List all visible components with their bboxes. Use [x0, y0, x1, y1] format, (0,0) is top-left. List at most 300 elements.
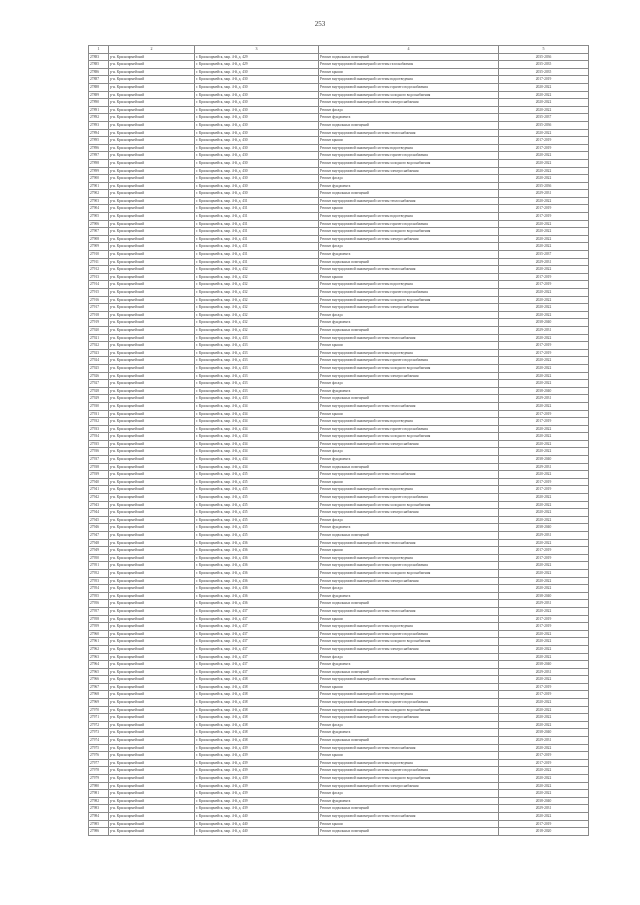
table-row: [89, 235, 589, 243]
cell-address: г. Красноармейск, мкр. 4-й, д. 439: [195, 767, 319, 775]
cell-work-type: Ремонт внутридомовой инженерной системы горячего водоснабжения: [319, 220, 499, 228]
cell-work-type: Ремонт фундамента: [319, 729, 499, 737]
cell-address: г. Красноармейск, мкр. 4-й, д. 435: [195, 494, 319, 502]
cell-work-type: Ремонт подвальных помещений: [319, 190, 499, 198]
cell-number: 27935: [89, 440, 109, 448]
cell-period: 2020-2022: [499, 364, 589, 372]
cell-period: 2020-2022: [499, 775, 589, 783]
table-row: [89, 775, 589, 783]
cell-period: 2020-2022: [499, 448, 589, 456]
cell-address: г. Красноармейск, мкр. 4-й, д. 437: [195, 661, 319, 669]
cell-number: 27921: [89, 334, 109, 342]
cell-number: 27896: [89, 144, 109, 152]
cell-work-type: Ремонт внутридомовой инженерной системы холодного водоснабжения: [319, 775, 499, 783]
cell-district: р-н. Красноармейский: [109, 478, 195, 486]
cell-number: 27926: [89, 372, 109, 380]
cell-address: г. Красноармейск, мкр. 4-й, д. 435: [195, 478, 319, 486]
cell-work-type: Ремонт внутридомовой инженерной системы теплоснабжения: [319, 607, 499, 615]
cell-district: р-н. Красноармейский: [109, 820, 195, 828]
cell-district: р-н. Красноармейский: [109, 410, 195, 418]
cell-district: р-н. Красноармейский: [109, 585, 195, 593]
cell-number: 27982: [89, 797, 109, 805]
cell-work-type: Ремонт внутридомовой инженерной системы водоотведения: [319, 213, 499, 221]
table-row: [89, 387, 589, 395]
cell-district: р-н. Красноармейский: [109, 273, 195, 281]
cell-district: р-н. Красноармейский: [109, 228, 195, 236]
table-row: [89, 501, 589, 509]
table-row: [89, 623, 589, 631]
cell-work-type: Ремонт внутридомовой инженерной системы холодного водоснабжения: [319, 364, 499, 372]
cell-period: 2029-2031: [499, 668, 589, 676]
cell-number: 27938: [89, 463, 109, 471]
cell-address: г. Красноармейск, мкр. 4-й, д. 430: [195, 106, 319, 114]
cell-work-type: Ремонт подвальных помещений: [319, 258, 499, 266]
table-row: [89, 554, 589, 562]
cell-period: 2020-2022: [499, 812, 589, 820]
cell-number: 27889: [89, 91, 109, 99]
cell-work-type: Ремонт крыши: [319, 273, 499, 281]
cell-address: г. Красноармейск, мкр. 4-й, д. 431: [195, 197, 319, 205]
table-row: [89, 144, 589, 152]
cell-district: р-н. Красноармейский: [109, 159, 195, 167]
cell-address: г. Красноармейск, мкр. 4-й, д. 435: [195, 524, 319, 532]
table-row: [89, 676, 589, 684]
cell-district: р-н. Красноармейский: [109, 61, 195, 69]
cell-period: 2029-2031: [499, 805, 589, 813]
cell-work-type: Ремонт внутридомовой инженерной системы электроснабжения: [319, 99, 499, 107]
table-row: [89, 653, 589, 661]
cell-period: 2020-2022: [499, 653, 589, 661]
cell-district: р-н. Красноармейский: [109, 737, 195, 745]
cell-address: г. Красноармейск, мкр. 4-й, д. 432: [195, 319, 319, 327]
cell-district: р-н. Красноармейский: [109, 197, 195, 205]
cell-work-type: Ремонт крыши: [319, 820, 499, 828]
cell-work-type: Ремонт подвальных помещений: [319, 53, 499, 61]
table-row: [89, 258, 589, 266]
cell-district: р-н. Красноармейский: [109, 144, 195, 152]
cell-district: р-н. Красноармейский: [109, 752, 195, 760]
cell-work-type: Ремонт внутридомовой инженерной системы водоотведения: [319, 418, 499, 426]
cell-district: р-н. Красноармейский: [109, 691, 195, 699]
cell-work-type: Ремонт внутридомовой инженерной системы электроснабжения: [319, 304, 499, 312]
cell-address: г. Красноармейск, мкр. 4-й, д. 439: [195, 775, 319, 783]
cell-number: 27904: [89, 205, 109, 213]
cell-address: г. Красноармейск, мкр. 4-й, д. 435: [195, 471, 319, 479]
cell-period: 2020-2022: [499, 767, 589, 775]
cell-number: 27899: [89, 167, 109, 175]
cell-district: р-н. Красноармейский: [109, 289, 195, 297]
cell-period: 2038-2040: [499, 592, 589, 600]
table-row: [89, 106, 589, 114]
cell-period: 2038-2040: [499, 524, 589, 532]
cell-address: г. Красноармейск, мкр. 4-й, д. 439: [195, 752, 319, 760]
cell-work-type: Ремонт фасада: [319, 585, 499, 593]
cell-number: 27906: [89, 220, 109, 228]
cell-work-type: Ремонт крыши: [319, 410, 499, 418]
cell-district: р-н. Красноармейский: [109, 334, 195, 342]
table-row: [89, 114, 589, 122]
cell-work-type: Ремонт внутридомовой инженерной системы водоотведения: [319, 691, 499, 699]
cell-work-type: Ремонт внутридомовой инженерной системы холодного водоснабжения: [319, 91, 499, 99]
cell-period: 2020-2022: [499, 569, 589, 577]
cell-number: 27930: [89, 402, 109, 410]
cell-period: 2020-2022: [499, 440, 589, 448]
cell-number: 27928: [89, 387, 109, 395]
cell-number: 27900: [89, 175, 109, 183]
cell-number: 27978: [89, 767, 109, 775]
cell-district: р-н. Красноармейский: [109, 425, 195, 433]
cell-period: 2035-2037: [499, 251, 589, 259]
table-row: [89, 76, 589, 84]
cell-district: р-н. Красноармейский: [109, 319, 195, 327]
cell-district: р-н. Красноармейский: [109, 175, 195, 183]
cell-district: р-н. Красноармейский: [109, 243, 195, 251]
cell-number: 27915: [89, 289, 109, 297]
table-row: [89, 547, 589, 555]
cell-period: 2020-2022: [499, 289, 589, 297]
cell-work-type: Ремонт внутридомовой инженерной системы теплоснабжения: [319, 129, 499, 137]
cell-number: 27932: [89, 418, 109, 426]
table-row: [89, 828, 589, 836]
cell-district: р-н. Красноармейский: [109, 304, 195, 312]
cell-period: 2020-2022: [499, 106, 589, 114]
table-row: [89, 182, 589, 190]
cell-period: 2035-2036: [499, 53, 589, 61]
cell-work-type: Ремонт крыши: [319, 68, 499, 76]
table-row: [89, 471, 589, 479]
cell-period: 2029-2031: [499, 395, 589, 403]
table-row: [89, 334, 589, 342]
cell-work-type: Ремонт подвальных помещений: [319, 600, 499, 608]
cell-number: 27894: [89, 129, 109, 137]
cell-address: г. Красноармейск, мкр. 4-й, д. 430: [195, 167, 319, 175]
cell-number: 27972: [89, 721, 109, 729]
cell-period: 2020-2022: [499, 380, 589, 388]
table-row: [89, 805, 589, 813]
cell-district: р-н. Красноармейский: [109, 524, 195, 532]
cell-district: р-н. Красноармейский: [109, 699, 195, 707]
cell-district: р-н. Красноармейский: [109, 661, 195, 669]
cell-address: г. Красноармейск, мкр. 4-й, д. 432: [195, 273, 319, 281]
table-row: [89, 53, 589, 61]
cell-district: р-н. Красноармейский: [109, 607, 195, 615]
cell-work-type: Ремонт фундамента: [319, 456, 499, 464]
cell-district: р-н. Красноармейский: [109, 129, 195, 137]
cell-address: г. Красноармейск, мкр. 4-й, д. 430: [195, 159, 319, 167]
table-row: [89, 782, 589, 790]
cell-number: 27931: [89, 410, 109, 418]
cell-address: г. Красноармейск, мкр. 4-й, д. 431: [195, 235, 319, 243]
cell-number: 27940: [89, 478, 109, 486]
table-row: [89, 699, 589, 707]
cell-work-type: Ремонт подвальных помещений: [319, 326, 499, 334]
cell-work-type: Ремонт фасада: [319, 243, 499, 251]
cell-period: 2020-2022: [499, 721, 589, 729]
cell-work-type: Ремонт внутридомовой инженерной системы электроснабжения: [319, 440, 499, 448]
cell-number: 27933: [89, 425, 109, 433]
cell-address: г. Красноармейск, мкр. 4-й, д. 432: [195, 326, 319, 334]
table-row: [89, 425, 589, 433]
cell-address: г. Красноармейск, мкр. 4-й, д. 437: [195, 653, 319, 661]
cell-district: р-н. Красноармейский: [109, 494, 195, 502]
cell-number: 27913: [89, 273, 109, 281]
cell-period: 2020-2022: [499, 228, 589, 236]
cell-work-type: Ремонт подвальных помещений: [319, 805, 499, 813]
cell-work-type: Ремонт внутридомовой инженерной системы холодного водоснабжения: [319, 296, 499, 304]
table-row: [89, 152, 589, 160]
cell-work-type: Ремонт внутридомовой инженерной системы горячего водоснабжения: [319, 83, 499, 91]
cell-number: 27943: [89, 501, 109, 509]
cell-district: р-н. Красноармейский: [109, 121, 195, 129]
cell-work-type: Ремонт внутридомовой инженерной системы теплоснабжения: [319, 471, 499, 479]
table-row: [89, 448, 589, 456]
cell-district: р-н. Красноармейский: [109, 372, 195, 380]
cell-period: 2020-2022: [499, 243, 589, 251]
cell-work-type: Ремонт внутридомовой инженерной системы теплоснабжения: [319, 744, 499, 752]
cell-work-type: Ремонт внутридомовой инженерной системы горячего водоснабжения: [319, 494, 499, 502]
cell-period: 2020-2022: [499, 562, 589, 570]
table-row: [89, 326, 589, 334]
cell-district: р-н. Красноармейский: [109, 767, 195, 775]
cell-district: р-н. Красноармейский: [109, 448, 195, 456]
cell-district: р-н. Красноармейский: [109, 828, 195, 836]
table-row: [89, 532, 589, 540]
cell-work-type: Ремонт внутридомовой инженерной системы электроснабжения: [319, 645, 499, 653]
cell-period: 2017-2019: [499, 205, 589, 213]
cell-address: г. Красноармейск, мкр. 4-й, д. 440: [195, 812, 319, 820]
cell-number: 27973: [89, 729, 109, 737]
table-row: [89, 129, 589, 137]
cell-period: 2035-2036: [499, 121, 589, 129]
cell-number: 27961: [89, 638, 109, 646]
cell-period: 2017-2019: [499, 615, 589, 623]
cell-address: г. Красноармейск, мкр. 4-й, д. 437: [195, 607, 319, 615]
cell-period: 2018-2020: [499, 828, 589, 836]
cell-number: 27959: [89, 623, 109, 631]
table-row: [89, 630, 589, 638]
table-row: [89, 721, 589, 729]
table-row: [89, 615, 589, 623]
cell-work-type: Ремонт внутридомовой инженерной системы водоотведения: [319, 281, 499, 289]
cell-period: 2017-2019: [499, 683, 589, 691]
cell-number: 27901: [89, 182, 109, 190]
cell-work-type: Ремонт внутридомовой инженерной системы горячего водоснабжения: [319, 767, 499, 775]
cell-district: р-н. Красноармейский: [109, 577, 195, 585]
cell-district: р-н. Красноармейский: [109, 782, 195, 790]
cell-number: 27954: [89, 585, 109, 593]
cell-district: р-н. Красноармейский: [109, 99, 195, 107]
cell-number: 27984: [89, 812, 109, 820]
cell-district: р-н. Красноармейский: [109, 387, 195, 395]
cell-number: 27962: [89, 645, 109, 653]
cell-number: 27892: [89, 114, 109, 122]
cell-work-type: Ремонт внутридомовой инженерной системы водоотведения: [319, 759, 499, 767]
table-row: [89, 569, 589, 577]
cell-district: р-н. Красноармейский: [109, 759, 195, 767]
table-row: [89, 478, 589, 486]
cell-work-type: Ремонт фундамента: [319, 114, 499, 122]
cell-number: 27897: [89, 152, 109, 160]
cell-number: 27922: [89, 342, 109, 350]
cell-period: 2020-2022: [499, 311, 589, 319]
cell-period: 2017-2019: [499, 342, 589, 350]
cell-work-type: Ремонт внутридомовой инженерной системы горячего водоснабжения: [319, 699, 499, 707]
cell-period: 2017-2019: [499, 554, 589, 562]
cell-address: г. Красноармейск, мкр. 4-й, д. 430: [195, 137, 319, 145]
cell-period: 2020-2022: [499, 296, 589, 304]
cell-district: р-н. Красноармейский: [109, 600, 195, 608]
table-row: [89, 797, 589, 805]
table-row: [89, 737, 589, 745]
cell-number: 27917: [89, 304, 109, 312]
cell-period: 2020-2022: [499, 577, 589, 585]
cell-number: 27945: [89, 516, 109, 524]
cell-district: р-н. Красноармейский: [109, 395, 195, 403]
cell-address: г. Красноармейск, мкр. 4-й, д. 440: [195, 828, 319, 836]
cell-number: 27965: [89, 668, 109, 676]
table-row: [89, 281, 589, 289]
cell-address: г. Красноармейск, мкр. 4-й, д. 439: [195, 797, 319, 805]
cell-work-type: Ремонт внутридомовой инженерной системы холодного водоснабжения: [319, 159, 499, 167]
cell-address: г. Красноармейск, мкр. 4-й, д. 439: [195, 790, 319, 798]
cell-address: г. Красноармейск, мкр. 4-й, д. 436: [195, 539, 319, 547]
cell-work-type: Ремонт внутридомовой инженерной системы холодного водоснабжения: [319, 706, 499, 714]
cell-district: р-н. Красноармейский: [109, 797, 195, 805]
cell-number: 27947: [89, 532, 109, 540]
cell-period: 2017-2019: [499, 759, 589, 767]
cell-number: 27929: [89, 395, 109, 403]
cell-work-type: Ремонт фасада: [319, 175, 499, 183]
cell-district: р-н. Красноармейский: [109, 53, 195, 61]
cell-number: 27910: [89, 251, 109, 259]
cell-number: 27974: [89, 737, 109, 745]
cell-number: 27914: [89, 281, 109, 289]
cell-district: р-н. Красноармейский: [109, 714, 195, 722]
table-row: [89, 364, 589, 372]
cell-work-type: Ремонт фундамента: [319, 319, 499, 327]
table-row: [89, 304, 589, 312]
cell-period: 2020-2022: [499, 638, 589, 646]
cell-district: р-н. Красноармейский: [109, 91, 195, 99]
cell-work-type: Ремонт крыши: [319, 547, 499, 555]
cell-district: р-н. Красноармейский: [109, 296, 195, 304]
cell-district: р-н. Красноармейский: [109, 106, 195, 114]
cell-district: р-н. Красноармейский: [109, 532, 195, 540]
cell-district: р-н. Красноармейский: [109, 357, 195, 365]
cell-period: 2020-2022: [499, 152, 589, 160]
cell-number: 27937: [89, 456, 109, 464]
cell-work-type: Ремонт фасада: [319, 790, 499, 798]
cell-work-type: Ремонт подвальных помещений: [319, 737, 499, 745]
cell-work-type: Ремонт внутридомовой инженерной системы электроснабжения: [319, 372, 499, 380]
cell-number: 27949: [89, 547, 109, 555]
cell-period: 2020-2022: [499, 99, 589, 107]
cell-period: 2017-2019: [499, 478, 589, 486]
cell-number: 27969: [89, 699, 109, 707]
table-row: [89, 220, 589, 228]
cell-district: р-н. Красноармейский: [109, 683, 195, 691]
table-row: [89, 539, 589, 547]
cell-address: г. Красноармейск, мкр. 4-й, д. 430: [195, 175, 319, 183]
cell-period: 2038-2040: [499, 661, 589, 669]
table-row: [89, 812, 589, 820]
cell-work-type: Ремонт фундамента: [319, 592, 499, 600]
cell-period: 2020-2022: [499, 334, 589, 342]
cell-address: г. Красноармейск, мкр. 4-й, д. 439: [195, 782, 319, 790]
table-row: [89, 456, 589, 464]
cell-district: р-н. Красноармейский: [109, 501, 195, 509]
cell-period: 2020-2022: [499, 235, 589, 243]
cell-address: г. Красноармейск, мкр. 4-й, д. 432: [195, 304, 319, 312]
cell-work-type: Ремонт подвальных помещений: [319, 463, 499, 471]
cell-address: г. Красноармейск, мкр. 4-й, д. 436: [195, 585, 319, 593]
cell-address: г. Красноармейск, мкр. 4-й, д. 430: [195, 99, 319, 107]
cell-period: 2020-2022: [499, 167, 589, 175]
cell-address: г. Красноармейск, мкр. 4-й, д. 431: [195, 251, 319, 259]
cell-address: г. Красноармейск, мкр. 4-й, д. 431: [195, 205, 319, 213]
cell-period: 2020-2022: [499, 175, 589, 183]
cell-number: 27934: [89, 433, 109, 441]
cell-work-type: Ремонт крыши: [319, 615, 499, 623]
cell-work-type: Ремонт внутридомовой инженерной системы газоснабжения: [319, 61, 499, 69]
table-row: [89, 607, 589, 615]
cell-work-type: Ремонт фундамента: [319, 797, 499, 805]
cell-number: 27948: [89, 539, 109, 547]
cell-district: р-н. Красноармейский: [109, 152, 195, 160]
cell-work-type: Ремонт фасада: [319, 653, 499, 661]
cell-number: 27946: [89, 524, 109, 532]
cell-period: 2038-2040: [499, 319, 589, 327]
cell-district: р-н. Красноармейский: [109, 812, 195, 820]
cell-period: 2029-2031: [499, 326, 589, 334]
cell-period: 2017-2019: [499, 137, 589, 145]
cell-period: 2020-2022: [499, 83, 589, 91]
cell-period: 2017-2019: [499, 76, 589, 84]
cell-number: 27903: [89, 197, 109, 205]
cell-number: 27986: [89, 828, 109, 836]
header-cell-3: 3: [195, 46, 319, 54]
cell-district: р-н. Красноармейский: [109, 281, 195, 289]
cell-work-type: Ремонт фасада: [319, 721, 499, 729]
table-row: [89, 486, 589, 494]
cell-number: 27968: [89, 691, 109, 699]
table-body: [89, 53, 589, 835]
cell-period: 2020-2022: [499, 402, 589, 410]
cell-number: 27918: [89, 311, 109, 319]
cell-district: р-н. Красноармейский: [109, 630, 195, 638]
cell-district: р-н. Красноармейский: [109, 562, 195, 570]
page-number: 253: [314, 20, 326, 28]
cell-number: 27960: [89, 630, 109, 638]
cell-address: г. Красноармейск, мкр. 4-й, д. 434: [195, 410, 319, 418]
cell-number: 27902: [89, 190, 109, 198]
cell-address: г. Красноармейск, мкр. 4-й, д. 438: [195, 676, 319, 684]
cell-number: 27971: [89, 714, 109, 722]
cell-work-type: Ремонт внутридомовой инженерной системы горячего водоснабжения: [319, 289, 499, 297]
table-row: [89, 645, 589, 653]
cell-period: 2035-2037: [499, 114, 589, 122]
cell-district: р-н. Красноармейский: [109, 311, 195, 319]
cell-work-type: Ремонт фундамента: [319, 661, 499, 669]
cell-period: 2020-2022: [499, 509, 589, 517]
cell-period: 2038-2040: [499, 387, 589, 395]
cell-number: 27927: [89, 380, 109, 388]
cell-period: 2035-2036: [499, 182, 589, 190]
table-row: [89, 691, 589, 699]
table-row: [89, 729, 589, 737]
cell-period: 2020-2022: [499, 197, 589, 205]
table-row: [89, 137, 589, 145]
